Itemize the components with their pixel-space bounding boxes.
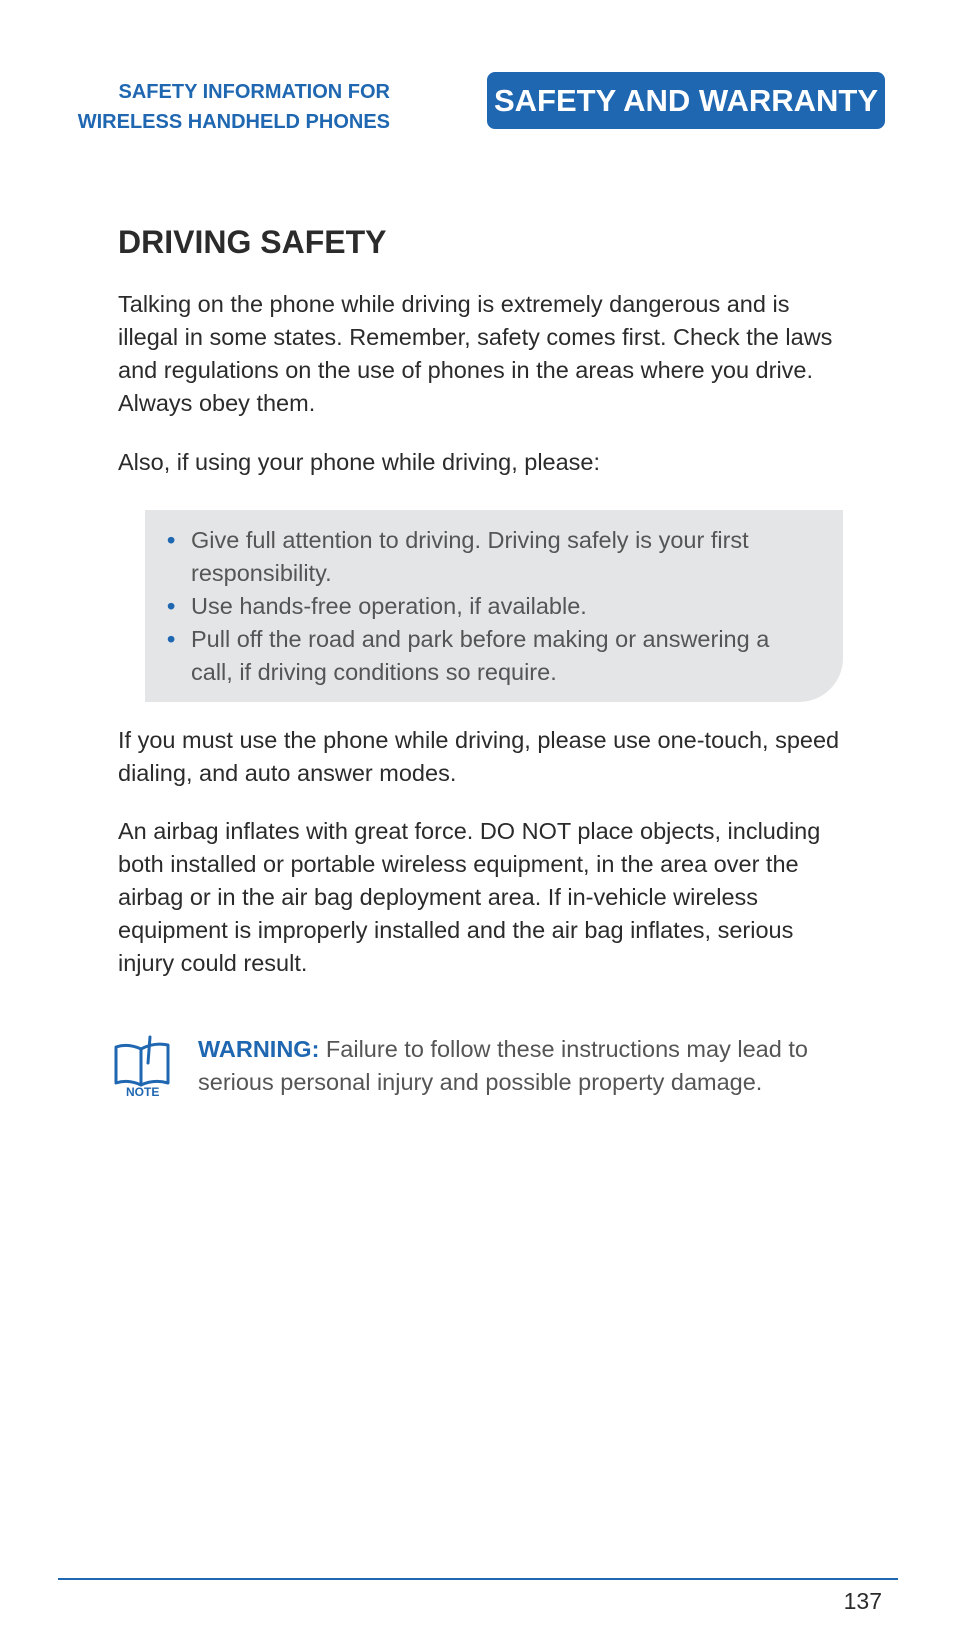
- list-item-text: Use hands-free operation, if available.: [191, 593, 587, 619]
- list-item-text: Pull off the road and park before making or answering a call, if driving conditions so require.: [191, 626, 770, 685]
- warning-label: WARNING:: [198, 1036, 320, 1062]
- section-tab: SAFETY AND WARRANTY: [487, 72, 885, 129]
- warning-note: [198, 1033, 858, 1099]
- running-header: [60, 77, 390, 137]
- list-item: [145, 623, 843, 689]
- running-header-line-1: SAFETY INFORMATION FOR: [118, 81, 390, 103]
- list-item: [145, 524, 843, 590]
- bullet-icon: •: [167, 593, 176, 619]
- bullet-icon: •: [167, 527, 176, 553]
- warning-text: Failure to follow these instructions may lead to serious personal injury and possible property damage.: [198, 1036, 808, 1095]
- running-header-line-2: WIRELESS HANDHELD PHONES: [77, 111, 390, 133]
- list-item: [145, 590, 843, 623]
- page-number: 137: [843, 1588, 882, 1614]
- intro-paragraph: Talking on the phone while driving is extremely dangerous and is illegal in some states. Remember, safety comes first. Check the laws and regulations on the use of phones in the areas where you drive. Always obey them.: [118, 291, 833, 416]
- bullet-icon: •: [167, 626, 176, 652]
- bullet-list: [145, 510, 843, 689]
- one-touch-paragraph: If you must use the phone while driving, please use one-touch, speed dialing, and auto answer modes.: [118, 727, 840, 786]
- page-title: DRIVING SAFETY: [118, 224, 387, 260]
- footer-divider: [58, 1578, 898, 1580]
- airbag-paragraph: An airbag inflates with great force. DO NOT place objects, including both installed or portable wireless equipment, in the area over the airbag or in the air bag deployment area. If in-vehicle wireless equipment is improperly installed and the air bag inflates, serious injury could result.: [118, 818, 821, 976]
- note-icon-label: NOTE: [126, 1085, 160, 1099]
- bullet-callout-box: [145, 510, 843, 702]
- list-item-text: Give full attention to driving. Driving safely is your first responsibility.: [191, 527, 749, 586]
- lead-in-paragraph: Also, if using your phone while driving, please:: [118, 449, 601, 475]
